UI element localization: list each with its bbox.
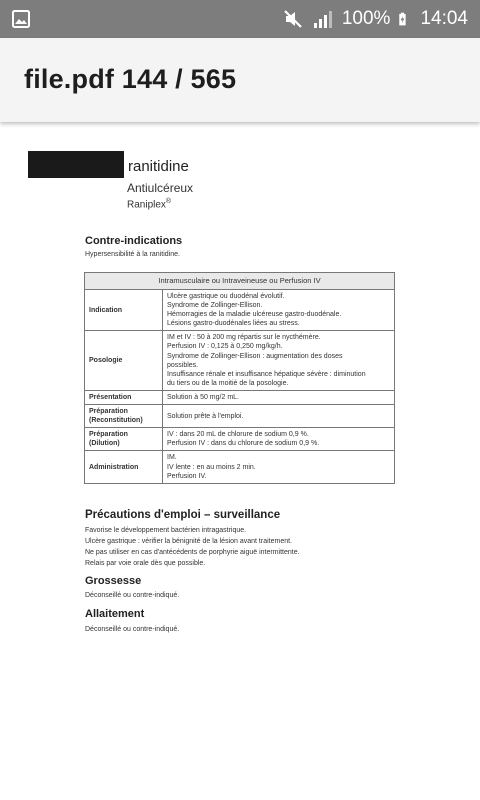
status-bar	[0, 0, 480, 38]
clock: 14:04	[420, 8, 468, 29]
precautions-heading: Précautions d'emploi – surveillance	[85, 509, 281, 521]
contraindications-heading: Contre-indications	[85, 235, 183, 247]
row-value-line: Insuffisance rénale et insuffisance hépatique sévère : diminution	[167, 370, 366, 378]
breastfeeding-text: Déconseillé ou contre-indiqué.	[85, 626, 180, 633]
drug-brand: Raniplex®	[127, 198, 172, 211]
table-row	[85, 451, 395, 483]
row-value-line: Syndrome de Zollinger-Ellison.	[167, 302, 263, 310]
table-row	[85, 331, 395, 391]
precautions-line: Ulcère gastrique : vérifier la bénignité de la lésion avant traitement.	[85, 538, 292, 545]
row-value-line: Ulcère gastrique ou duodénal évolutif.	[167, 293, 285, 300]
row-value-line: IV : dans 20 mL de chlorure de sodium 0,9 %.	[167, 431, 309, 439]
signal-icon	[312, 8, 334, 30]
row-value-line: Syndrome de Zollinger-Ellison : augmentation des doses	[167, 352, 343, 360]
pdf-page[interactable]	[0, 122, 480, 800]
table-row	[85, 428, 395, 451]
app-bar	[0, 38, 480, 122]
row-value-line: Perfusion IV : 0,125 à 0,250 mg/kg/h.	[167, 343, 283, 351]
drug-class: Antiulcéreux	[127, 181, 194, 195]
gallery-notification-icon	[12, 10, 30, 28]
row-value-line: Lésions gastro-duodénales liées au stress.	[167, 320, 300, 328]
row-value	[163, 331, 395, 391]
row-value-line: Perfusion IV.	[167, 472, 207, 480]
row-value-line: possibles.	[167, 361, 199, 369]
row-value	[163, 428, 395, 451]
row-value	[163, 405, 395, 428]
row-value	[163, 451, 395, 483]
table-row	[85, 405, 395, 428]
row-value-line: IV lente : en au moins 2 min.	[167, 463, 256, 471]
pregnancy-heading: Grossesse	[85, 575, 142, 587]
table-row	[85, 390, 395, 404]
precautions-line: Relais par voie orale dès que possible.	[85, 560, 206, 567]
row-label: Posologie	[85, 331, 163, 391]
precautions-line: Ne pas utiliser en cas d'antécédents de porphyrie aiguë intermittente.	[85, 549, 300, 556]
battery-percentage: 100%	[341, 8, 391, 29]
administration-table	[84, 272, 395, 484]
table-row	[85, 290, 395, 331]
row-value-line: IM.	[167, 454, 177, 462]
precautions-line: Favorise le développement bactérien intragastrique.	[85, 527, 247, 534]
row-label: Préparation (Reconstitution)	[85, 405, 163, 428]
row-value-line: Hémorragies de la maladie ulcéreuse gastro-duodénale.	[167, 311, 342, 319]
document-title: file.pdf 144 / 565	[24, 64, 237, 94]
row-value-line: Solution prête à l'emploi.	[167, 412, 244, 420]
contraindications-text: Hypersensibilité à la ranitidine.	[85, 251, 180, 258]
row-value-line: du tiers ou de la moitié de la posologie.	[167, 379, 289, 387]
row-value	[163, 390, 395, 404]
row-value	[163, 290, 395, 331]
row-label: Indication	[85, 290, 163, 331]
row-label: Administration	[85, 451, 163, 483]
row-value-line: Perfusion IV : dans du chlorure de sodium 0,9 %.	[167, 440, 320, 448]
row-label: Présentation	[85, 390, 163, 404]
row-label: Préparation (Dilution)	[85, 428, 163, 451]
row-value-line: Solution à 50 mg/2 mL.	[167, 393, 239, 401]
redaction-block	[28, 151, 124, 178]
breastfeeding-heading: Allaitement	[85, 608, 145, 620]
pregnancy-text: Déconseillé ou contre-indiqué.	[85, 592, 180, 599]
table-header: Intramusculaire ou Intraveineuse ou Perfusion IV	[85, 273, 395, 290]
row-value-line: IM et IV : 50 à 200 mg répartis sur le nycthémère.	[167, 334, 321, 342]
battery-charging-icon	[398, 8, 412, 30]
drug-name: ranitidine	[128, 158, 189, 175]
mute-icon	[282, 8, 304, 30]
